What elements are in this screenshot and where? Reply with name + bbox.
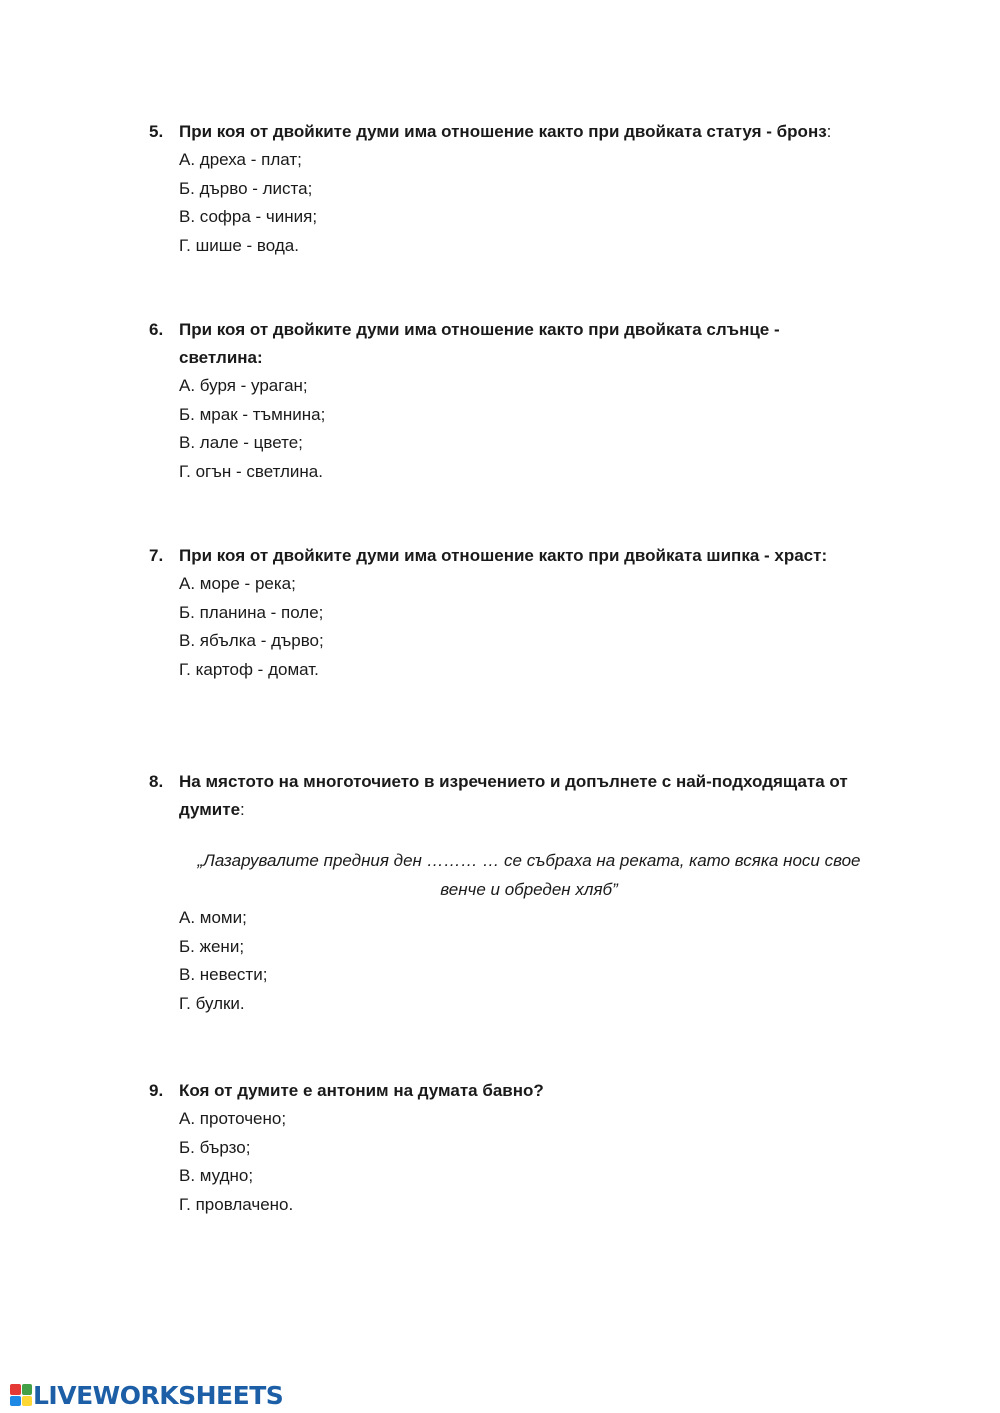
question-number: 7. bbox=[149, 546, 164, 565]
logo-tile bbox=[22, 1396, 33, 1407]
answer-option-a[interactable]: А. буря - ураган; bbox=[179, 376, 308, 395]
answer-option-b[interactable]: Б. мрак - тъмнина; bbox=[179, 404, 326, 424]
answer-option-d[interactable]: Г. картоф - домат. bbox=[179, 659, 319, 679]
question-prompt: При коя от двойките думи има отношение както при двойката слънце - светлина: bbox=[179, 320, 780, 367]
liveworksheets-brand[interactable] bbox=[10, 1380, 283, 1410]
answer-options bbox=[0, 372, 1000, 486]
question-suffix: : bbox=[826, 122, 832, 141]
question-suffix: : bbox=[240, 800, 245, 819]
answer-option-c[interactable]: В. мудно; bbox=[179, 1166, 254, 1185]
answer-options bbox=[0, 904, 1000, 1018]
answer-option-c[interactable]: В. софра - чиния; bbox=[179, 207, 318, 226]
answer-option-d[interactable]: Г. огън - светлина. bbox=[179, 461, 323, 481]
logo-tile bbox=[10, 1396, 21, 1407]
answer-option-d[interactable]: Г. шише - вода. bbox=[179, 235, 299, 255]
question-6-text bbox=[0, 316, 819, 372]
question-5-text bbox=[0, 118, 879, 146]
liveworksheets-logo-icon bbox=[10, 1384, 32, 1406]
question-prompt: На мястото на многоточието в изречението и допълнете с най-подходящата от думите bbox=[179, 772, 848, 819]
question-8-text bbox=[0, 768, 889, 824]
answer-option-a[interactable]: А. проточено; bbox=[179, 1109, 287, 1128]
answer-option-a[interactable]: А. моми; bbox=[179, 908, 247, 927]
answer-option-d[interactable]: Г. провлачено. bbox=[179, 1194, 294, 1214]
question-prompt: При коя от двойките думи има отношение както при двойката шипка - храст: bbox=[179, 546, 828, 565]
answer-option-a[interactable]: А. море - река; bbox=[179, 574, 296, 593]
logo-tile bbox=[10, 1384, 21, 1395]
answer-option-d[interactable]: Г. булки. bbox=[179, 993, 245, 1013]
question-9-text bbox=[0, 1077, 879, 1105]
answer-option-c[interactable]: В. невести; bbox=[179, 965, 268, 984]
question-5 bbox=[0, 118, 1000, 260]
question-number: 6. bbox=[149, 320, 164, 339]
quoted-sentence: „Лазарувалите предния ден ……… … се събраха на реката, като всяка носи свое венче и обреден хляб” bbox=[197, 851, 861, 899]
answer-options bbox=[0, 570, 1000, 684]
question-number: 8. bbox=[149, 772, 164, 791]
answer-option-a[interactable]: А. дреха - плат; bbox=[179, 150, 302, 169]
answer-options bbox=[0, 146, 1000, 260]
question-6 bbox=[0, 316, 1000, 486]
question-prompt: При коя от двойките думи има отношение както при двойката статуя - бронз bbox=[179, 122, 827, 141]
answer-option-c[interactable]: В. лале - цвете; bbox=[179, 433, 303, 452]
question-prompt: Коя от думите е антоним на думата бавно? bbox=[179, 1081, 544, 1100]
question-7 bbox=[0, 542, 1000, 684]
brand-name: LIVEWORKSHEETS bbox=[33, 1380, 284, 1410]
answer-option-b[interactable]: Б. дърво - листа; bbox=[179, 178, 313, 198]
question-number: 5. bbox=[149, 122, 164, 141]
answer-option-b[interactable]: Б. жени; bbox=[179, 936, 245, 956]
question-8 bbox=[0, 768, 1000, 1018]
logo-tile bbox=[22, 1384, 33, 1395]
question-number: 9. bbox=[149, 1081, 164, 1100]
answer-option-c[interactable]: В. ябълка - дърво; bbox=[179, 631, 324, 650]
question-9 bbox=[0, 1077, 1000, 1219]
answer-option-b[interactable]: Б. бързо; bbox=[179, 1137, 251, 1157]
answer-option-b[interactable]: Б. планина - поле; bbox=[179, 602, 324, 622]
question-7-text bbox=[0, 542, 899, 570]
answer-options bbox=[0, 1105, 1000, 1219]
